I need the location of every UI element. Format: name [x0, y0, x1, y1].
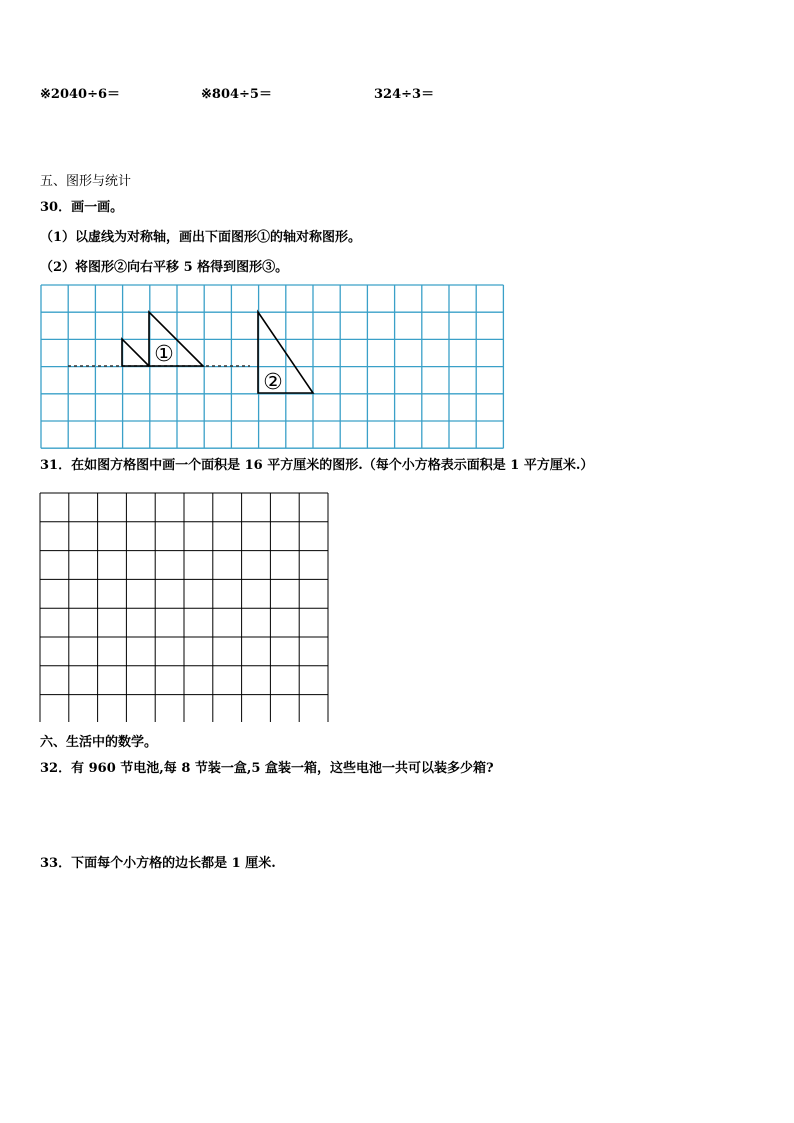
section-title-5: 五、图形与统计 — [40, 174, 132, 189]
shape-1-small-triangle — [122, 339, 149, 366]
calc-problem-3: 324÷3＝ — [374, 87, 435, 102]
black-grid — [40, 493, 328, 722]
question-32-stem: 32．有 960 节电池,每 8 节装一盒,5 盒装一箱，这些电池一共可以装多少箱? — [40, 761, 494, 776]
q30-grid-figure — [38, 284, 508, 450]
shape-1-label: ① — [154, 342, 174, 367]
calc-problem-2: ※804÷5＝ — [201, 87, 272, 102]
shape-2-label: ② — [263, 370, 283, 395]
section-title-6: 六、生活中的数学。 — [40, 735, 158, 750]
question-33-stem: 33．下面每个小方格的边长都是 1 厘米. — [40, 856, 276, 871]
question-30-part-1: （1）以虚线为对称轴，画出下面图形①的轴对称图形。 — [40, 230, 362, 245]
question-31-stem: 31．在如图方格图中画一个面积是 16 平方厘米的图形.（每个小方格表示面积是 1 平方厘米.） — [40, 458, 594, 473]
calc-problem-1: ※2040÷6＝ — [40, 87, 121, 102]
question-30-part-2: （2）将图形②向右平移 5 格得到图形③。 — [40, 260, 289, 275]
q31-drawing-grid[interactable] — [39, 492, 331, 722]
question-30-stem: 30．画一画。 — [40, 200, 124, 215]
